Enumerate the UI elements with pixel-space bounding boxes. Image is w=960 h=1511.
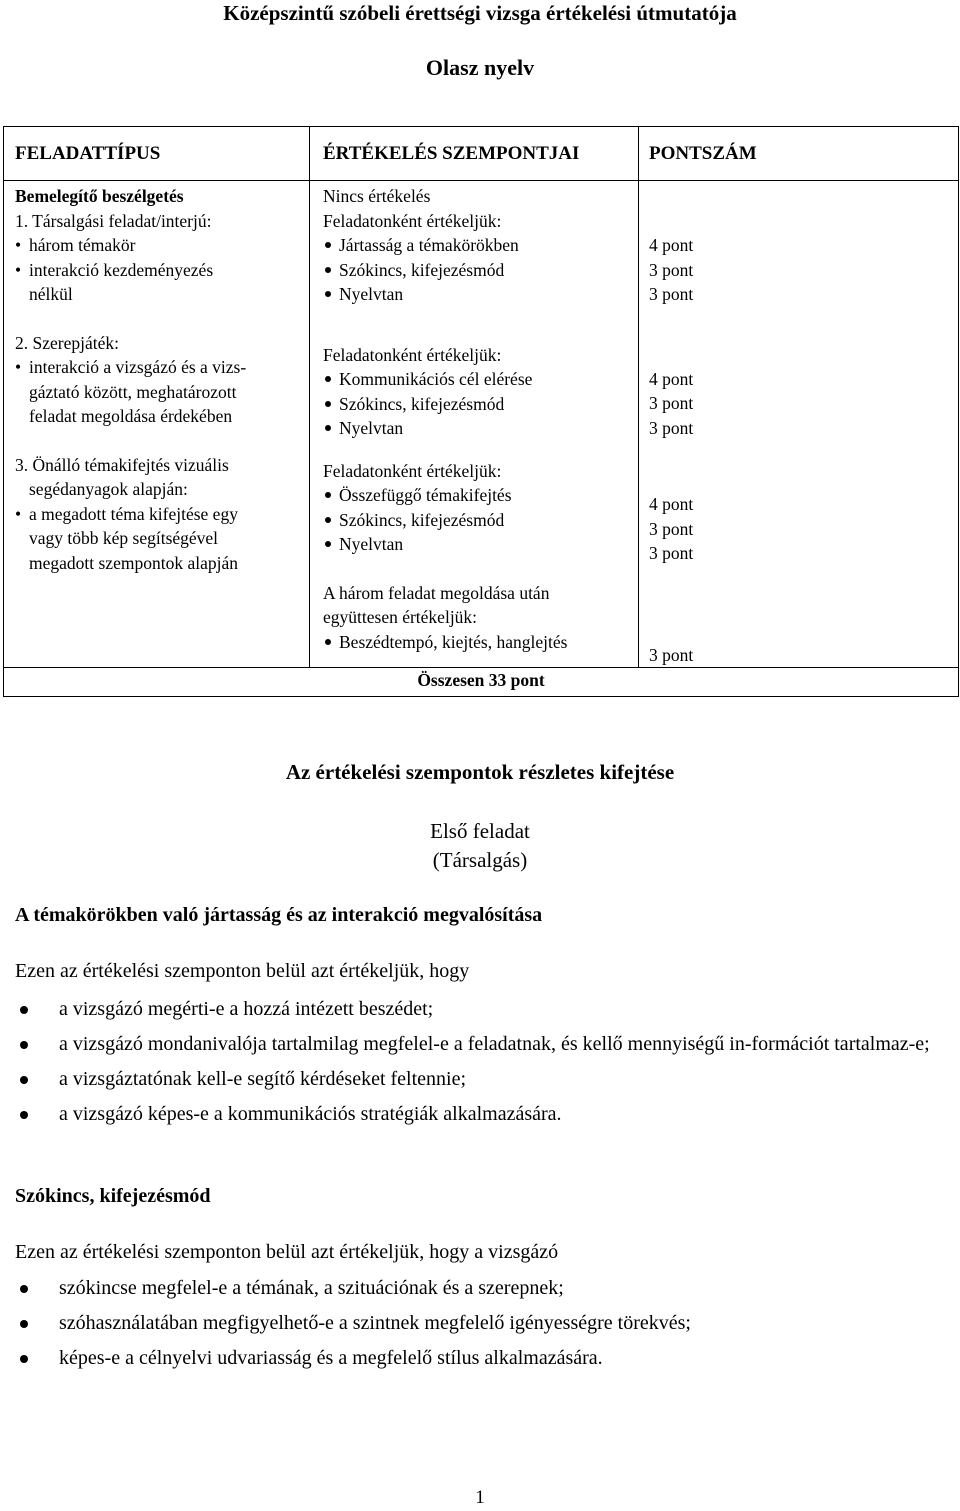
bullet-icon bbox=[325, 376, 331, 382]
list-item bbox=[15, 995, 935, 1024]
criteria-item-label: Szókincs, kifejezésmód bbox=[339, 259, 505, 280]
list-item bbox=[15, 1344, 935, 1373]
criteria-item bbox=[323, 258, 638, 283]
bullet-icon bbox=[20, 1006, 28, 1014]
list-item bbox=[15, 1065, 935, 1094]
overall-intro: A három feladat megoldása után bbox=[323, 582, 550, 603]
list-item bbox=[15, 1274, 935, 1303]
details-title: Az értékelési szempontok részletes kifejtése bbox=[285, 760, 675, 784]
criteria-item bbox=[323, 416, 638, 441]
criteria-item bbox=[323, 282, 638, 307]
bullet-icon bbox=[325, 401, 331, 407]
column-header-points: PONTSZÁM bbox=[639, 127, 959, 181]
table-header-row bbox=[4, 127, 959, 181]
task3-title-cont: segédanyagok alapján: bbox=[29, 479, 188, 499]
points-value: 4 pont bbox=[649, 235, 694, 255]
column-header-type: FELADATTÍPUS bbox=[4, 127, 310, 181]
total-points: Összesen 33 pont bbox=[4, 668, 959, 697]
task-title bbox=[0, 817, 960, 875]
criteria-item bbox=[323, 630, 638, 655]
task3-bullet-cont: megadott szempontok alapján bbox=[29, 552, 238, 573]
task3-bullet: • a megadott téma kifejtése egy bbox=[15, 502, 309, 527]
task-subtitle: (Társalgás) bbox=[432, 848, 528, 872]
task2-bullet-cont: feladat megoldása érdekében bbox=[29, 406, 233, 426]
table-row bbox=[4, 181, 959, 668]
section1-intro: Ezen az értékelési szemponton belül azt értékeljük, hogy bbox=[15, 960, 470, 982]
criteria-item bbox=[323, 233, 638, 258]
row-task-types bbox=[4, 181, 310, 668]
list-item-text: a vizsgázó mondanivalója tartalmilag megfelel-e a feladatnak, és kellő mennyiségű in-formációt tartalmaz-e; bbox=[59, 1033, 930, 1055]
points-value: 3 pont bbox=[649, 284, 694, 304]
bullet-icon bbox=[20, 1320, 28, 1328]
criteria-item-label: Jártasság a témakörökben bbox=[339, 235, 519, 255]
points-value: 4 pont bbox=[649, 494, 694, 514]
warmup-criteria: Nincs értékelés bbox=[323, 186, 431, 206]
bullet-icon bbox=[325, 492, 331, 498]
task-name: Első feladat bbox=[430, 819, 530, 843]
page-number: 1 bbox=[475, 1487, 485, 1508]
task1-bullet: • interakció kezdeményezés bbox=[15, 258, 309, 283]
list-item-text: a vizsgázó megérti-e a hozzá intézett beszédet; bbox=[59, 998, 434, 1020]
bullet-icon bbox=[325, 517, 331, 523]
subject-title: Olasz nyelv bbox=[425, 55, 535, 80]
list-item-text: a vizsgázó képes-e a kommunikációs stratégiák alkalmazására. bbox=[59, 1103, 562, 1125]
criteria-item-label: Nyelvtan bbox=[339, 284, 404, 304]
section2-heading: Szókincs, kifejezésmód bbox=[15, 1185, 211, 1207]
points-value: 3 pont bbox=[649, 518, 694, 539]
bullet-icon bbox=[20, 1076, 28, 1084]
row-points bbox=[639, 181, 959, 668]
task1-title: 1. Társalgási feladat/interjú: bbox=[15, 210, 212, 231]
criteria-item-label: Szókincs, kifejezésmód bbox=[339, 509, 505, 530]
warmup-label: Bemelegítő beszélgetés bbox=[15, 186, 184, 206]
bullet-icon bbox=[20, 1111, 28, 1119]
task3-title: 3. Önálló témakifejtés vizuális bbox=[15, 454, 229, 475]
bullet-icon bbox=[325, 425, 331, 431]
task2-bullet: • interakció a vizsgázó és a vizs- bbox=[15, 355, 309, 380]
evaluation-table bbox=[3, 126, 959, 697]
bullet-icon bbox=[325, 541, 331, 547]
table-total-row bbox=[4, 668, 959, 697]
bullet-icon bbox=[20, 1285, 28, 1293]
task2-title: 2. Szerepjáték: bbox=[15, 332, 119, 353]
list-item bbox=[15, 1309, 935, 1338]
task3-bullet-cont: vagy több kép segítségével bbox=[29, 528, 219, 548]
list-item bbox=[15, 1100, 935, 1129]
criteria-intro: Feladatonként értékeljük: bbox=[323, 344, 502, 365]
task1-bullet: • három témakör bbox=[15, 233, 309, 258]
bullet-icon bbox=[325, 267, 331, 273]
points-value: 3 pont bbox=[649, 543, 694, 563]
points-value: 3 pont bbox=[649, 644, 694, 665]
column-header-criteria: ÉRTÉKELÉS SZEMPONTJAI bbox=[310, 127, 639, 181]
criteria-item-label: Kommunikációs cél elérése bbox=[339, 369, 533, 389]
criteria-item bbox=[323, 392, 638, 417]
criteria-item bbox=[323, 532, 638, 557]
bullet-icon bbox=[20, 1041, 28, 1049]
overall-intro: együttesen értékeljük: bbox=[323, 607, 478, 627]
criteria-item-label: Összefüggő témakifejtés bbox=[339, 485, 512, 505]
points-value: 3 pont bbox=[649, 393, 694, 413]
bullet-icon bbox=[325, 291, 331, 297]
task1-bullet-cont: nélkül bbox=[29, 284, 73, 304]
list-item bbox=[15, 1030, 935, 1059]
bullet-icon bbox=[20, 1355, 28, 1363]
bullet-icon bbox=[325, 242, 331, 248]
document-title: Középszintű szóbeli érettségi vizsga értékelési útmutatója bbox=[223, 1, 737, 25]
row-criteria bbox=[310, 181, 639, 668]
list-item-text: a vizsgáztatónak kell-e segítő kérdéseket feltennie; bbox=[59, 1068, 467, 1090]
criteria-item-label: Beszédtempó, kiejtés, hanglejtés bbox=[339, 631, 568, 652]
points-value: 3 pont bbox=[649, 259, 694, 280]
list-item-text: szókincse megfelel-e a témának, a szituációnak és a szerepnek; bbox=[59, 1277, 564, 1299]
bullet-icon bbox=[325, 639, 331, 645]
section2-intro: Ezen az értékelési szemponton belül azt értékeljük, hogy a vizsgázó bbox=[15, 1241, 559, 1263]
criteria-item-label: Nyelvtan bbox=[339, 534, 404, 554]
criteria-item bbox=[323, 508, 638, 533]
criteria-item bbox=[323, 367, 638, 392]
criteria-item-label: Nyelvtan bbox=[339, 418, 404, 438]
list-item-text: képes-e a célnyelvi udvariasság és a megfelelő stílus alkalmazására. bbox=[59, 1347, 603, 1369]
section1-list bbox=[15, 995, 935, 1135]
criteria-intro: Feladatonként értékeljük: bbox=[323, 460, 502, 481]
points-value: 4 pont bbox=[649, 368, 694, 389]
section2-list bbox=[15, 1274, 935, 1379]
criteria-item bbox=[323, 483, 638, 508]
criteria-item-label: Szókincs, kifejezésmód bbox=[339, 393, 505, 414]
criteria-intro: Feladatonként értékeljük: bbox=[323, 210, 502, 231]
list-item-text: szóhasználatában megfigyelhető-e a szintnek megfelelő igényességre törekvés; bbox=[59, 1312, 691, 1334]
section1-heading: A témakörökben való jártasság és az interakció megvalósítása bbox=[15, 904, 543, 926]
task2-bullet-cont: gáztató között, meghatározott bbox=[29, 381, 237, 402]
points-value: 3 pont bbox=[649, 417, 694, 438]
